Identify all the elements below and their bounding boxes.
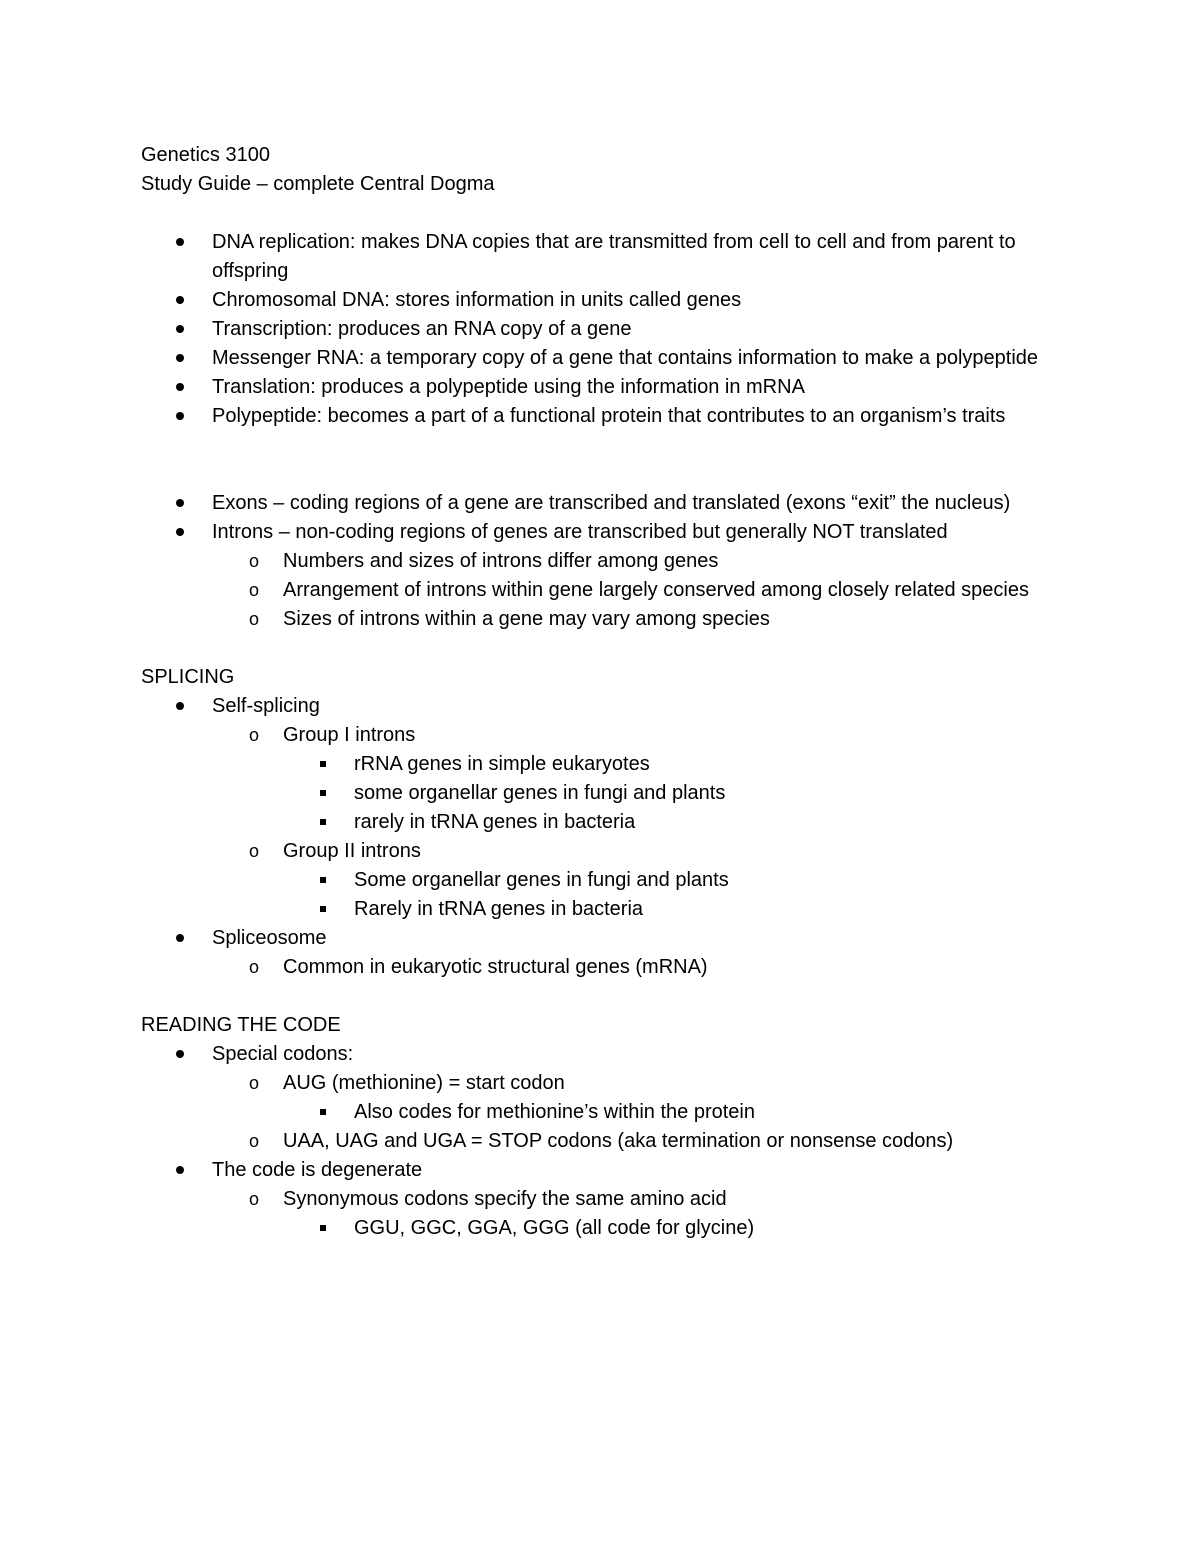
list-item: some organellar genes in fungi and plants [141, 779, 1051, 808]
spacer [141, 982, 1051, 1011]
list-item: o Common in eukaryotic structural genes (mRNA) [141, 953, 1051, 982]
list-item: Messenger RNA: a temporary copy of a gene that contains information to make a polypeptide [141, 344, 1051, 373]
list-item: o Sizes of introns within a gene may vary among species [141, 605, 1051, 634]
reading-code-heading: READING THE CODE [141, 1014, 341, 1036]
circle-bullet-icon: o [248, 841, 259, 861]
list-item: o UAA, UAG and UGA = STOP codons (aka termination or nonsense codons) [141, 1127, 1051, 1156]
bullet-icon [176, 499, 184, 507]
circle-bullet-icon: o [248, 1189, 259, 1209]
circle-bullet-icon: o [248, 957, 259, 977]
splicing-heading: SPLICING [141, 666, 235, 688]
list-item: Rarely in tRNA genes in bacteria [141, 895, 1051, 924]
bullet-icon [176, 325, 184, 333]
central-dogma-list [141, 228, 1051, 431]
bullet-icon [176, 296, 184, 304]
list-item: Chromosomal DNA: stores information in units called genes [141, 286, 1051, 315]
list-item: o Group I introns [141, 721, 1051, 750]
list-item: Polypeptide: becomes a part of a functional protein that contributes to an organism’s traits [141, 402, 1051, 431]
square-bullet-icon [320, 906, 326, 912]
bullet-icon [176, 238, 184, 246]
list-item: Transcription: produces an RNA copy of a gene [141, 315, 1051, 344]
list-item: The code is degenerate [141, 1156, 1051, 1185]
list-item: Spliceosome [141, 924, 1051, 953]
spacer [141, 431, 1051, 489]
list-item: Some organellar genes in fungi and plants [141, 866, 1051, 895]
circle-bullet-icon: o [248, 1131, 259, 1151]
bullet-icon [176, 412, 184, 420]
course-title: Genetics 3100 [141, 144, 270, 166]
list-item: o Numbers and sizes of introns differ among genes [141, 547, 1051, 576]
circle-bullet-icon: o [248, 725, 259, 745]
square-bullet-icon [320, 1109, 326, 1115]
document-content [141, 141, 1051, 1243]
list-item: GGU, GGC, GGA, GGG (all code for glycine) [141, 1214, 1051, 1243]
circle-bullet-icon: o [248, 609, 259, 629]
splicing-list [141, 692, 1051, 982]
list-item: rRNA genes in simple eukaryotes [141, 750, 1051, 779]
circle-bullet-icon: o [248, 580, 259, 600]
bullet-icon [176, 934, 184, 942]
square-bullet-icon [320, 761, 326, 767]
list-item: o Group II introns [141, 837, 1051, 866]
list-item: Special codons: [141, 1040, 1051, 1069]
list-item: Also codes for methionine’s within the protein [141, 1098, 1051, 1127]
bullet-icon [176, 383, 184, 391]
list-item: rarely in tRNA genes in bacteria [141, 808, 1051, 837]
list-item: DNA replication: makes DNA copies that are transmitted from cell to cell and from parent to offspring [141, 228, 1051, 286]
bullet-icon [176, 1050, 184, 1058]
list-item: o Arrangement of introns within gene largely conserved among closely related species [141, 576, 1051, 605]
list-item: o Synonymous codons specify the same amino acid [141, 1185, 1051, 1214]
spacer [141, 634, 1051, 663]
list-item: Self-splicing [141, 692, 1051, 721]
bullet-icon [176, 702, 184, 710]
bullet-icon [176, 528, 184, 536]
list-item: Introns – non-coding regions of genes are transcribed but generally NOT translated [141, 518, 1051, 547]
square-bullet-icon [320, 819, 326, 825]
list-item: Exons – coding regions of a gene are transcribed and translated (exons “exit” the nucleus) [141, 489, 1051, 518]
exons-introns-list [141, 489, 1051, 634]
spacer [141, 199, 1051, 228]
square-bullet-icon [320, 877, 326, 883]
square-bullet-icon [320, 790, 326, 796]
list-item: o AUG (methionine) = start codon [141, 1069, 1051, 1098]
circle-bullet-icon: o [248, 1073, 259, 1093]
list-item: Translation: produces a polypeptide using the information in mRNA [141, 373, 1051, 402]
bullet-icon [176, 354, 184, 362]
bullet-icon [176, 1166, 184, 1174]
reading-code-list [141, 1040, 1051, 1243]
study-guide-subtitle: Study Guide – complete Central Dogma [141, 173, 495, 195]
circle-bullet-icon: o [248, 551, 259, 571]
square-bullet-icon [320, 1225, 326, 1231]
